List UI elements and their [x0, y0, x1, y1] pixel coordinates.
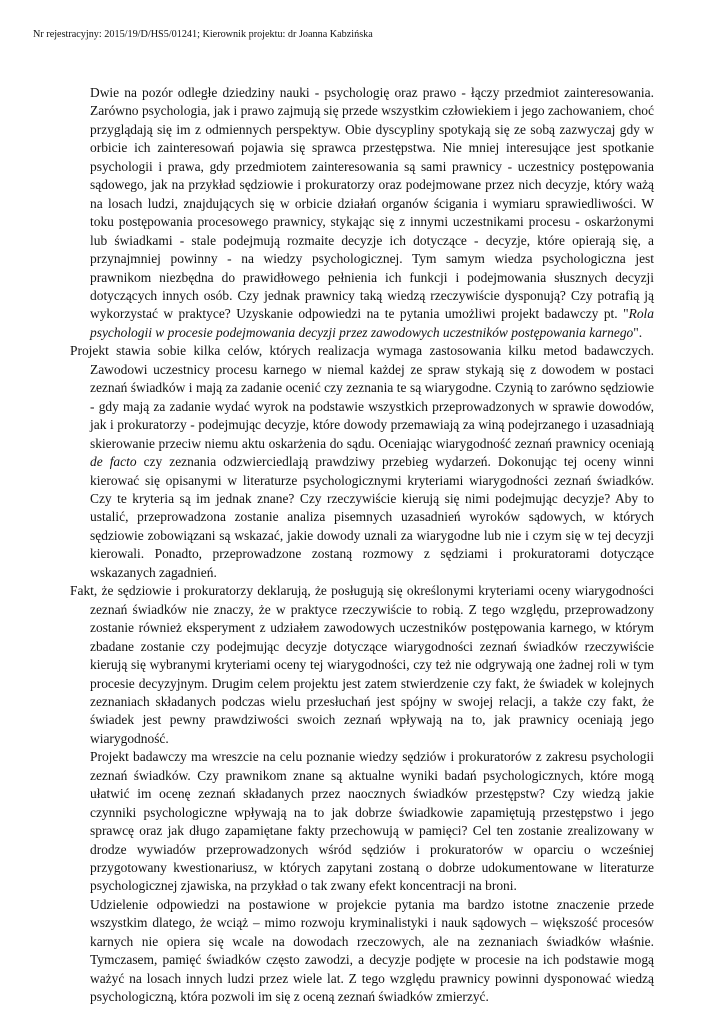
paragraph-text: czy zeznania odzwierciedlają prawdziwy przebieg wydarzeń. Dokonując tej oceny winni kierować się opisanymi w literaturze psychologicznymi kryteriami wiarygodności zeznań świadków. Czy te kryteria są im jednak znane? Czy rzeczywiście kierują się nimi podejmując decyzje? Aby to ustalić, przeprowadzona zostanie analiza pisemnych uzasadnień wyroków sądowych, w których sędziowie zobowiązani są wskazać, jakie dowody uznali za wiarygodne lub nie i czym się w tej decyzji kierowali. Ponadto, przeprowadzone zostaną rozmowy z sędziami i prokuratorami dotyczące wskazanych zagadnień.	[90, 454, 654, 580]
registration-header: Nr rejestracyjny: 2015/19/D/HS5/01241; Kierownik projektu: dr Joanna Kabzińska	[33, 29, 373, 40]
paragraph-text: ".	[633, 324, 643, 340]
paragraph-text: Projekt badawczy ma wreszcie na celu poznanie wiedzy sędziów i prokuratorów z zakresu psychologii zeznań świadków. Czy prawnikom znane są aktualne wyniki badań psychologicznych, które mogą ułatwić im ocenę zeznań składanych przez naocznych świadków przestępstw? Czy wiedzą jakie czynniki psychologiczne wpływają na to jak dobrze świadkowie zapamiętują przestępstwo i jego sprawcę oraz jak długo zapamiętane fakty przechowują w pamięci? Cel ten zostanie zrealizowany w drodze wywiadów przeprowadzonych wśród sędziów i prokuratorów w oparciu o wcześniej przygotowany kwestionariusz, w których zapytani zostaną o dobrze udokumentowane w literaturze psychologicznej zjawiska, na przykład o tak zwany efekt koncentracji na broni.	[90, 749, 654, 894]
project-title: Rola psychologii w procesie podejmowania decyzji przez zawodowych uczestników postępowania karnego	[90, 306, 654, 340]
latin-phrase: de facto	[90, 454, 137, 470]
paragraph-text: Dwie na pozór odległe dziedziny nauki - psychologię oraz prawo - łączy przedmiot zainteresowania. Zarówno psychologia, jak i prawo zajmują się przede wszystkim człowiekiem i jego zachowaniem, choć przyglądają się im z odmiennych perspektyw. Obie dyscypliny spotykają się ze sobą zazwyczaj gdy w orbicie ich zainteresowań pojawia się sprawca przestępstwa. Nie mniej interesujące jest spotkanie psychologii i prawa, gdy przedmiotem zainteresowania są sami prawnicy - uczestnicy postępowania sądowego, jak na przykład sędziowie i prokuratorzy oraz podejmowane przez nich decyzje, który ważą na losach ludzi, znajdujących się w orbicie działań organów ścigania i wymiaru sprawiedliwości. W toku postępowania procesowego prawnicy, stykając się z innymi uczestnikami procesu - oskarżonymi lub świadkami - stale podejmują rozmaite decyzje ich dotyczące - decyzje, które opierają się, a przynajmniej powinny - na wiedzy psychologicznej. Tym samym wiedza psychologiczna jest prawnikom niezbędna do prawidłowego pełnienia ich funkcji i podejmowania słusznych decyzji dotyczących innych osób. Czy jednak prawnicy taką wiedzą rzeczywiście dysponują? Czy potrafią ją wykorzystać w praktyce? Uzyskanie odpowiedzi na te pytania umożliwi projekt badawczy pt. "	[90, 85, 654, 322]
paragraph-lead-line: Fakt, że sędziowie i prokuratorzy deklarują, że posługują się określonymi kryteriami oceny	[70, 583, 571, 599]
paragraph-knowledge	[70, 748, 654, 896]
paragraph-text: wiarygodności zeznań świadków nie znaczy, że w praktyce rzeczywiście to robią. Z tego względu, przeprowadzony zostanie również eksperyment z udziałem zawodowych uczestników postępowania karnego, w którym zbadane zostanie czy podejmując decyzje dotyczące wiarygodności zeznań świadków rzeczywiście kierują się wybranymi kryteriami oceny tej wiarygodności, czy też nie odgrywają one żadnej roli w tym procesie decyzyjnym. Drugim celem projektu jest zatem stwierdzenie czy fakt, że świadek w kolejnych zeznaniach składanych podczas wielu przesłuchań jest spójny w swojej relacji, a także czy fakt, że świadek jest pewny prawdziwości swoich zeznań wpływają na to, jak prawnicy oceniają jego wiarygodność.	[90, 583, 655, 746]
document-body	[70, 84, 654, 1007]
paragraph-text: Zawodowi uczestnicy procesu karnego w niemal każdej ze spraw stykają się z dowodem w postaci zeznań świadków i mają za zadanie ocenić czy zeznania te są wiarygodne. Czynią to zarówno sędziowie - gdy mają za zadanie wydać wyrok na podstawie wszystkich przeprowadzonych w sprawie dowodów, jak i prokuratorzy - podejmując decyzje, które dowody przemawiają za winą podejrzanego i uzasadniają skierowanie przeciw niemu aktu oskarżenia do sądu. Oceniając wiarygodność zeznań prawnicy oceniają	[90, 361, 654, 451]
paragraph-experiment	[70, 582, 654, 748]
paragraph-text: Udzielenie odpowiedzi na postawione w projekcie pytania ma bardzo istotne znaczenie przede wszystkim dlatego, że wciąż – mimo rozwoju kryminalistyki i nauk sądowych – większość procesów karnych nie opiera się wcale na dowodach rzeczowych, ale na zeznaniach świadków właśnie. Tymczasem, pamięć świadków często zawodzi, a decyzje podjęte w procesie na ich podstawie mogą ważyć na losach innych ludzi przez wiele lat. Z tego względu prawnicy powinni dysponować wiedzą psychologiczną, która pozwoli im się z oceną zeznań świadków zmierzyć.	[90, 896, 654, 1005]
paragraph-goals	[70, 342, 654, 582]
paragraph-lead-line: Projekt stawia sobie kilka celów, których realizacja wymaga zastosowania kilku metod badawczych.	[70, 343, 654, 359]
paragraph-intro	[70, 84, 654, 342]
paragraph-significance	[70, 896, 654, 1007]
